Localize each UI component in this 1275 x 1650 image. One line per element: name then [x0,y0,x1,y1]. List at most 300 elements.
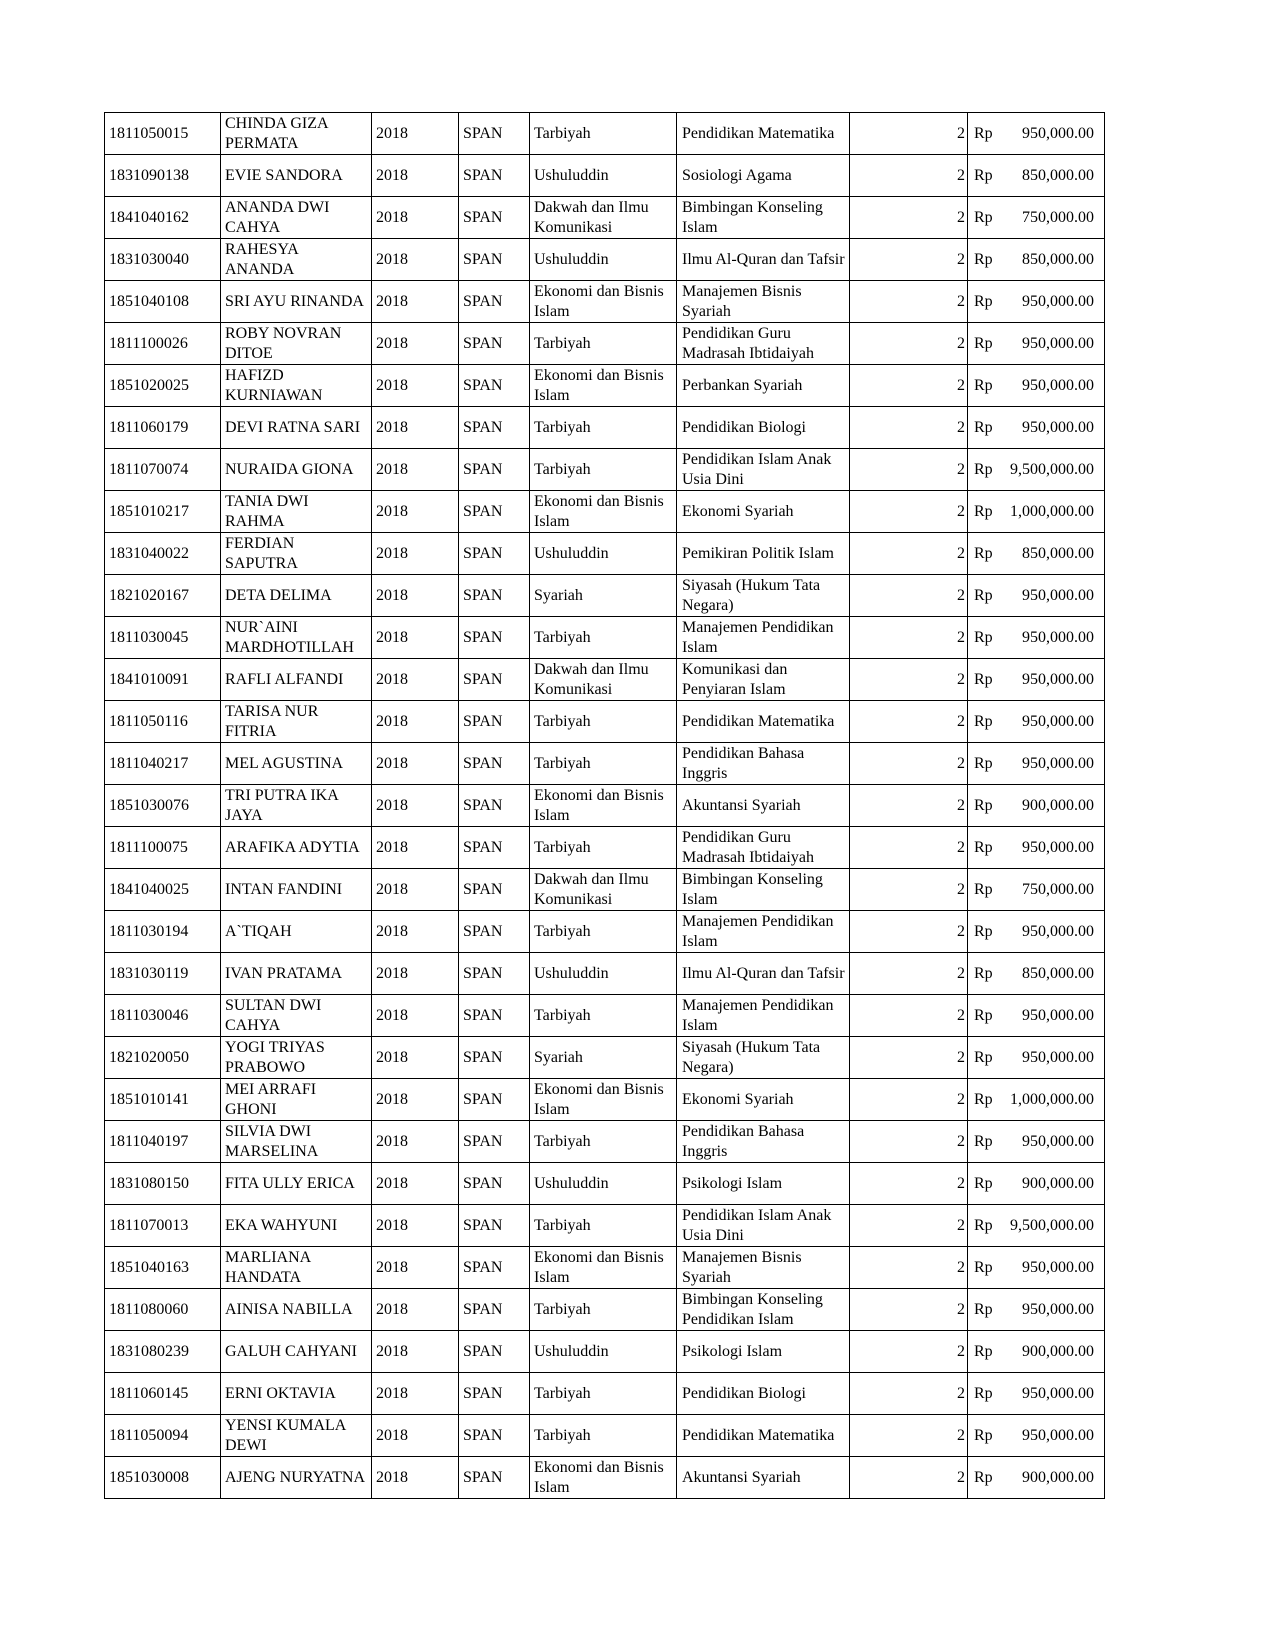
student-name-cell: NURAIDA GIONA [221,449,372,491]
fee-amount-cell: 950,000.00 [998,743,1105,785]
fee-amount-cell: 950,000.00 [998,365,1105,407]
semester-cell: 2 [850,533,968,575]
student-id-cell: 1811030045 [105,617,221,659]
semester-cell: 2 [850,407,968,449]
faculty-cell: Tarbiyah [530,1373,677,1415]
table-row [105,1373,1105,1415]
currency-cell: Rp [968,1163,998,1205]
currency-cell: Rp [968,1289,998,1331]
currency-cell: Rp [968,911,998,953]
year-cell: 2018 [372,239,459,281]
table-row [105,1415,1105,1457]
student-id-cell: 1811030194 [105,911,221,953]
faculty-cell: Ekonomi dan Bisnis Islam [530,365,677,407]
fee-amount-cell: 950,000.00 [998,1289,1105,1331]
year-cell: 2018 [372,1205,459,1247]
student-id-cell: 1831030119 [105,953,221,995]
study-program-cell: Psikologi Islam [677,1331,850,1373]
student-id-cell: 1851030008 [105,1457,221,1499]
faculty-cell: Tarbiyah [530,995,677,1037]
admission-path-cell: SPAN [459,785,530,827]
semester-cell: 2 [850,1415,968,1457]
fee-amount-cell: 950,000.00 [998,701,1105,743]
table-row [105,1247,1105,1289]
currency-cell: Rp [968,1331,998,1373]
semester-cell: 2 [850,1247,968,1289]
currency-cell: Rp [968,659,998,701]
currency-cell: Rp [968,239,998,281]
admission-path-cell: SPAN [459,407,530,449]
student-name-cell: EVIE SANDORA [221,155,372,197]
semester-cell: 2 [850,743,968,785]
faculty-cell: Ushuluddin [530,239,677,281]
admission-path-cell: SPAN [459,869,530,911]
currency-cell: Rp [968,701,998,743]
semester-cell: 2 [850,575,968,617]
fee-amount-cell: 950,000.00 [998,659,1105,701]
fee-amount-cell: 950,000.00 [998,281,1105,323]
year-cell: 2018 [372,1457,459,1499]
admission-path-cell: SPAN [459,911,530,953]
student-name-cell: MEL AGUSTINA [221,743,372,785]
faculty-cell: Dakwah dan Ilmu Komunikasi [530,659,677,701]
table-row [105,995,1105,1037]
student-id-cell: 1841040162 [105,197,221,239]
admission-path-cell: SPAN [459,1079,530,1121]
table-row [105,491,1105,533]
student-name-cell: FITA ULLY ERICA [221,1163,372,1205]
semester-cell: 2 [850,701,968,743]
study-program-cell: Manajemen Pendidikan Islam [677,911,850,953]
year-cell: 2018 [372,575,459,617]
fee-amount-cell: 9,500,000.00 [998,449,1105,491]
semester-cell: 2 [850,239,968,281]
table-row [105,659,1105,701]
table-row [105,533,1105,575]
semester-cell: 2 [850,1037,968,1079]
student-id-cell: 1811040217 [105,743,221,785]
semester-cell: 2 [850,911,968,953]
study-program-cell: Ekonomi Syariah [677,491,850,533]
semester-cell: 2 [850,995,968,1037]
student-name-cell: SRI AYU RINANDA [221,281,372,323]
admission-path-cell: SPAN [459,1121,530,1163]
currency-cell: Rp [968,995,998,1037]
admission-path-cell: SPAN [459,827,530,869]
semester-cell: 2 [850,1331,968,1373]
semester-cell: 2 [850,1163,968,1205]
admission-path-cell: SPAN [459,1205,530,1247]
year-cell: 2018 [372,1415,459,1457]
year-cell: 2018 [372,113,459,155]
fee-amount-cell: 950,000.00 [998,113,1105,155]
semester-cell: 2 [850,1121,968,1163]
table-row [105,575,1105,617]
faculty-cell: Ushuluddin [530,155,677,197]
fee-amount-cell: 900,000.00 [998,1331,1105,1373]
currency-cell: Rp [968,323,998,365]
year-cell: 2018 [372,533,459,575]
student-id-cell: 1851030076 [105,785,221,827]
student-name-cell: TANIA DWI RAHMA [221,491,372,533]
semester-cell: 2 [850,323,968,365]
fee-amount-cell: 850,000.00 [998,155,1105,197]
semester-cell: 2 [850,449,968,491]
year-cell: 2018 [372,449,459,491]
year-cell: 2018 [372,1331,459,1373]
fee-amount-cell: 750,000.00 [998,869,1105,911]
study-program-cell: Sosiologi Agama [677,155,850,197]
admission-path-cell: SPAN [459,575,530,617]
study-program-cell: Ilmu Al-Quran dan Tafsir [677,953,850,995]
student-id-cell: 1821020050 [105,1037,221,1079]
currency-cell: Rp [968,449,998,491]
faculty-cell: Ekonomi dan Bisnis Islam [530,785,677,827]
student-name-cell: A`TIQAH [221,911,372,953]
table-row [105,155,1105,197]
faculty-cell: Tarbiyah [530,113,677,155]
fee-amount-cell: 1,000,000.00 [998,1079,1105,1121]
currency-cell: Rp [968,617,998,659]
currency-cell: Rp [968,827,998,869]
student-id-cell: 1851020025 [105,365,221,407]
semester-cell: 2 [850,869,968,911]
year-cell: 2018 [372,827,459,869]
faculty-cell: Tarbiyah [530,911,677,953]
currency-cell: Rp [968,155,998,197]
fee-amount-cell: 950,000.00 [998,995,1105,1037]
currency-cell: Rp [968,743,998,785]
study-program-cell: Perbankan Syariah [677,365,850,407]
currency-cell: Rp [968,491,998,533]
study-program-cell: Komunikasi dan Penyiaran Islam [677,659,850,701]
study-program-cell: Pendidikan Bahasa Inggris [677,743,850,785]
admission-path-cell: SPAN [459,743,530,785]
table-row [105,281,1105,323]
year-cell: 2018 [372,869,459,911]
fee-amount-cell: 850,000.00 [998,239,1105,281]
table-row [105,323,1105,365]
study-program-cell: Pendidikan Islam Anak Usia Dini [677,1205,850,1247]
year-cell: 2018 [372,1121,459,1163]
year-cell: 2018 [372,1247,459,1289]
study-program-cell: Akuntansi Syariah [677,1457,850,1499]
admission-path-cell: SPAN [459,323,530,365]
student-name-cell: INTAN FANDINI [221,869,372,911]
student-id-cell: 1831030040 [105,239,221,281]
admission-path-cell: SPAN [459,197,530,239]
year-cell: 2018 [372,995,459,1037]
study-program-cell: Pendidikan Islam Anak Usia Dini [677,449,850,491]
student-name-cell: SILVIA DWI MARSELINA [221,1121,372,1163]
student-id-cell: 1831080239 [105,1331,221,1373]
study-program-cell: Pendidikan Bahasa Inggris [677,1121,850,1163]
fee-amount-cell: 950,000.00 [998,407,1105,449]
currency-cell: Rp [968,1205,998,1247]
student-id-cell: 1851010217 [105,491,221,533]
fee-amount-cell: 850,000.00 [998,953,1105,995]
admission-path-cell: SPAN [459,617,530,659]
faculty-cell: Tarbiyah [530,1205,677,1247]
admission-path-cell: SPAN [459,281,530,323]
fee-amount-cell: 950,000.00 [998,827,1105,869]
year-cell: 2018 [372,155,459,197]
student-id-cell: 1811070013 [105,1205,221,1247]
semester-cell: 2 [850,1373,968,1415]
student-id-cell: 1831040022 [105,533,221,575]
table-body [105,113,1105,1499]
admission-path-cell: SPAN [459,365,530,407]
student-name-cell: CHINDA GIZA PERMATA [221,113,372,155]
currency-cell: Rp [968,407,998,449]
table-row [105,239,1105,281]
admission-path-cell: SPAN [459,659,530,701]
faculty-cell: Tarbiyah [530,323,677,365]
table-row [105,617,1105,659]
semester-cell: 2 [850,1079,968,1121]
year-cell: 2018 [372,743,459,785]
table-row [105,911,1105,953]
student-name-cell: HAFIZD KURNIAWAN [221,365,372,407]
admission-path-cell: SPAN [459,1415,530,1457]
semester-cell: 2 [850,365,968,407]
year-cell: 2018 [372,785,459,827]
currency-cell: Rp [968,1037,998,1079]
student-name-cell: ARAFIKA ADYTIA [221,827,372,869]
admission-path-cell: SPAN [459,701,530,743]
currency-cell: Rp [968,953,998,995]
semester-cell: 2 [850,1205,968,1247]
faculty-cell: Ekonomi dan Bisnis Islam [530,1457,677,1499]
student-name-cell: GALUH CAHYANI [221,1331,372,1373]
student-id-cell: 1811040197 [105,1121,221,1163]
currency-cell: Rp [968,281,998,323]
semester-cell: 2 [850,491,968,533]
year-cell: 2018 [372,197,459,239]
student-id-cell: 1811100026 [105,323,221,365]
study-program-cell: Pendidikan Matematika [677,113,850,155]
table-row [105,953,1105,995]
currency-cell: Rp [968,1415,998,1457]
fee-amount-cell: 950,000.00 [998,1247,1105,1289]
admission-path-cell: SPAN [459,1331,530,1373]
faculty-cell: Tarbiyah [530,1415,677,1457]
currency-cell: Rp [968,1457,998,1499]
faculty-cell: Ushuluddin [530,953,677,995]
table-row [105,701,1105,743]
faculty-cell: Tarbiyah [530,1121,677,1163]
study-program-cell: Akuntansi Syariah [677,785,850,827]
semester-cell: 2 [850,281,968,323]
table-row [105,1079,1105,1121]
student-id-cell: 1851040108 [105,281,221,323]
admission-path-cell: SPAN [459,1457,530,1499]
study-program-cell: Siyasah (Hukum Tata Negara) [677,1037,850,1079]
student-id-cell: 1811070074 [105,449,221,491]
semester-cell: 2 [850,197,968,239]
study-program-cell: Siyasah (Hukum Tata Negara) [677,575,850,617]
year-cell: 2018 [372,911,459,953]
fee-amount-cell: 1,000,000.00 [998,491,1105,533]
table-row [105,449,1105,491]
study-program-cell: Pendidikan Guru Madrasah Ibtidaiyah [677,827,850,869]
study-program-cell: Pendidikan Matematika [677,1415,850,1457]
semester-cell: 2 [850,827,968,869]
semester-cell: 2 [850,953,968,995]
admission-path-cell: SPAN [459,491,530,533]
currency-cell: Rp [968,197,998,239]
student-id-cell: 1811050094 [105,1415,221,1457]
faculty-cell: Ekonomi dan Bisnis Islam [530,1079,677,1121]
table-row [105,1331,1105,1373]
faculty-cell: Ushuluddin [530,1331,677,1373]
faculty-cell: Tarbiyah [530,407,677,449]
currency-cell: Rp [968,1079,998,1121]
currency-cell: Rp [968,533,998,575]
fee-amount-cell: 950,000.00 [998,1037,1105,1079]
study-program-cell: Manajemen Bisnis Syariah [677,1247,850,1289]
year-cell: 2018 [372,1037,459,1079]
student-name-cell: AJENG NURYATNA [221,1457,372,1499]
table-row [105,407,1105,449]
faculty-cell: Ushuluddin [530,533,677,575]
faculty-cell: Ushuluddin [530,1163,677,1205]
study-program-cell: Pemikiran Politik Islam [677,533,850,575]
admission-path-cell: SPAN [459,113,530,155]
table-row [105,743,1105,785]
student-id-cell: 1811060179 [105,407,221,449]
table-row [105,1457,1105,1499]
study-program-cell: Pendidikan Guru Madrasah Ibtidaiyah [677,323,850,365]
student-id-cell: 1841010091 [105,659,221,701]
student-id-cell: 1811060145 [105,1373,221,1415]
table-row [105,113,1105,155]
fee-amount-cell: 750,000.00 [998,197,1105,239]
fee-amount-cell: 950,000.00 [998,1373,1105,1415]
table-row [105,1037,1105,1079]
study-program-cell: Manajemen Bisnis Syariah [677,281,850,323]
study-program-cell: Bimbingan Konseling Pendidikan Islam [677,1289,850,1331]
currency-cell: Rp [968,1247,998,1289]
student-id-cell: 1811100075 [105,827,221,869]
fee-amount-cell: 900,000.00 [998,1457,1105,1499]
table-row [105,197,1105,239]
fee-amount-cell: 900,000.00 [998,785,1105,827]
year-cell: 2018 [372,617,459,659]
student-id-cell: 1851010141 [105,1079,221,1121]
admission-path-cell: SPAN [459,1247,530,1289]
admission-path-cell: SPAN [459,449,530,491]
student-id-cell: 1841040025 [105,869,221,911]
student-name-cell: TARISA NUR FITRIA [221,701,372,743]
study-program-cell: Ilmu Al-Quran dan Tafsir [677,239,850,281]
table-row [105,869,1105,911]
study-program-cell: Bimbingan Konseling Islam [677,197,850,239]
student-name-cell: NUR`AINI MARDHOTILLAH [221,617,372,659]
year-cell: 2018 [372,1079,459,1121]
study-program-cell: Pendidikan Biologi [677,1373,850,1415]
faculty-cell: Tarbiyah [530,743,677,785]
student-id-cell: 1851040163 [105,1247,221,1289]
year-cell: 2018 [372,491,459,533]
fee-amount-cell: 950,000.00 [998,617,1105,659]
table-row [105,1289,1105,1331]
year-cell: 2018 [372,701,459,743]
study-program-cell: Psikologi Islam [677,1163,850,1205]
student-id-cell: 1811050116 [105,701,221,743]
currency-cell: Rp [968,575,998,617]
student-name-cell: ERNI OKTAVIA [221,1373,372,1415]
student-id-cell: 1811080060 [105,1289,221,1331]
student-name-cell: ROBY NOVRAN DITOE [221,323,372,365]
faculty-cell: Ekonomi dan Bisnis Islam [530,491,677,533]
student-name-cell: DEVI RATNA SARI [221,407,372,449]
student-id-cell: 1831080150 [105,1163,221,1205]
faculty-cell: Ekonomi dan Bisnis Islam [530,1247,677,1289]
table-row [105,785,1105,827]
student-name-cell: YENSI KUMALA DEWI [221,1415,372,1457]
faculty-cell: Syariah [530,1037,677,1079]
study-program-cell: Manajemen Pendidikan Islam [677,995,850,1037]
student-name-cell: EKA WAHYUNI [221,1205,372,1247]
student-name-cell: FERDIAN SAPUTRA [221,533,372,575]
fee-amount-cell: 950,000.00 [998,1121,1105,1163]
fee-amount-cell: 950,000.00 [998,911,1105,953]
year-cell: 2018 [372,281,459,323]
currency-cell: Rp [968,113,998,155]
admission-path-cell: SPAN [459,1163,530,1205]
student-fee-table [104,112,1105,1499]
fee-amount-cell: 950,000.00 [998,1415,1105,1457]
student-name-cell: ANANDA DWI CAHYA [221,197,372,239]
currency-cell: Rp [968,365,998,407]
table-row [105,1121,1105,1163]
faculty-cell: Tarbiyah [530,1289,677,1331]
year-cell: 2018 [372,1289,459,1331]
currency-cell: Rp [968,869,998,911]
student-id-cell: 1831090138 [105,155,221,197]
table-row [105,1163,1105,1205]
student-name-cell: YOGI TRIYAS PRABOWO [221,1037,372,1079]
study-program-cell: Bimbingan Konseling Islam [677,869,850,911]
student-name-cell: RAFLI ALFANDI [221,659,372,701]
admission-path-cell: SPAN [459,1037,530,1079]
year-cell: 2018 [372,1373,459,1415]
semester-cell: 2 [850,617,968,659]
student-name-cell: RAHESYA ANANDA [221,239,372,281]
faculty-cell: Tarbiyah [530,449,677,491]
student-name-cell: IVAN PRATAMA [221,953,372,995]
faculty-cell: Ekonomi dan Bisnis Islam [530,281,677,323]
student-name-cell: DETA DELIMA [221,575,372,617]
student-name-cell: TRI PUTRA IKA JAYA [221,785,372,827]
year-cell: 2018 [372,1163,459,1205]
admission-path-cell: SPAN [459,533,530,575]
faculty-cell: Tarbiyah [530,617,677,659]
study-program-cell: Ekonomi Syariah [677,1079,850,1121]
semester-cell: 2 [850,659,968,701]
faculty-cell: Dakwah dan Ilmu Komunikasi [530,197,677,239]
admission-path-cell: SPAN [459,953,530,995]
table-row [105,365,1105,407]
study-program-cell: Manajemen Pendidikan Islam [677,617,850,659]
faculty-cell: Tarbiyah [530,827,677,869]
admission-path-cell: SPAN [459,239,530,281]
study-program-cell: Pendidikan Biologi [677,407,850,449]
student-id-cell: 1811050015 [105,113,221,155]
semester-cell: 2 [850,155,968,197]
admission-path-cell: SPAN [459,1289,530,1331]
